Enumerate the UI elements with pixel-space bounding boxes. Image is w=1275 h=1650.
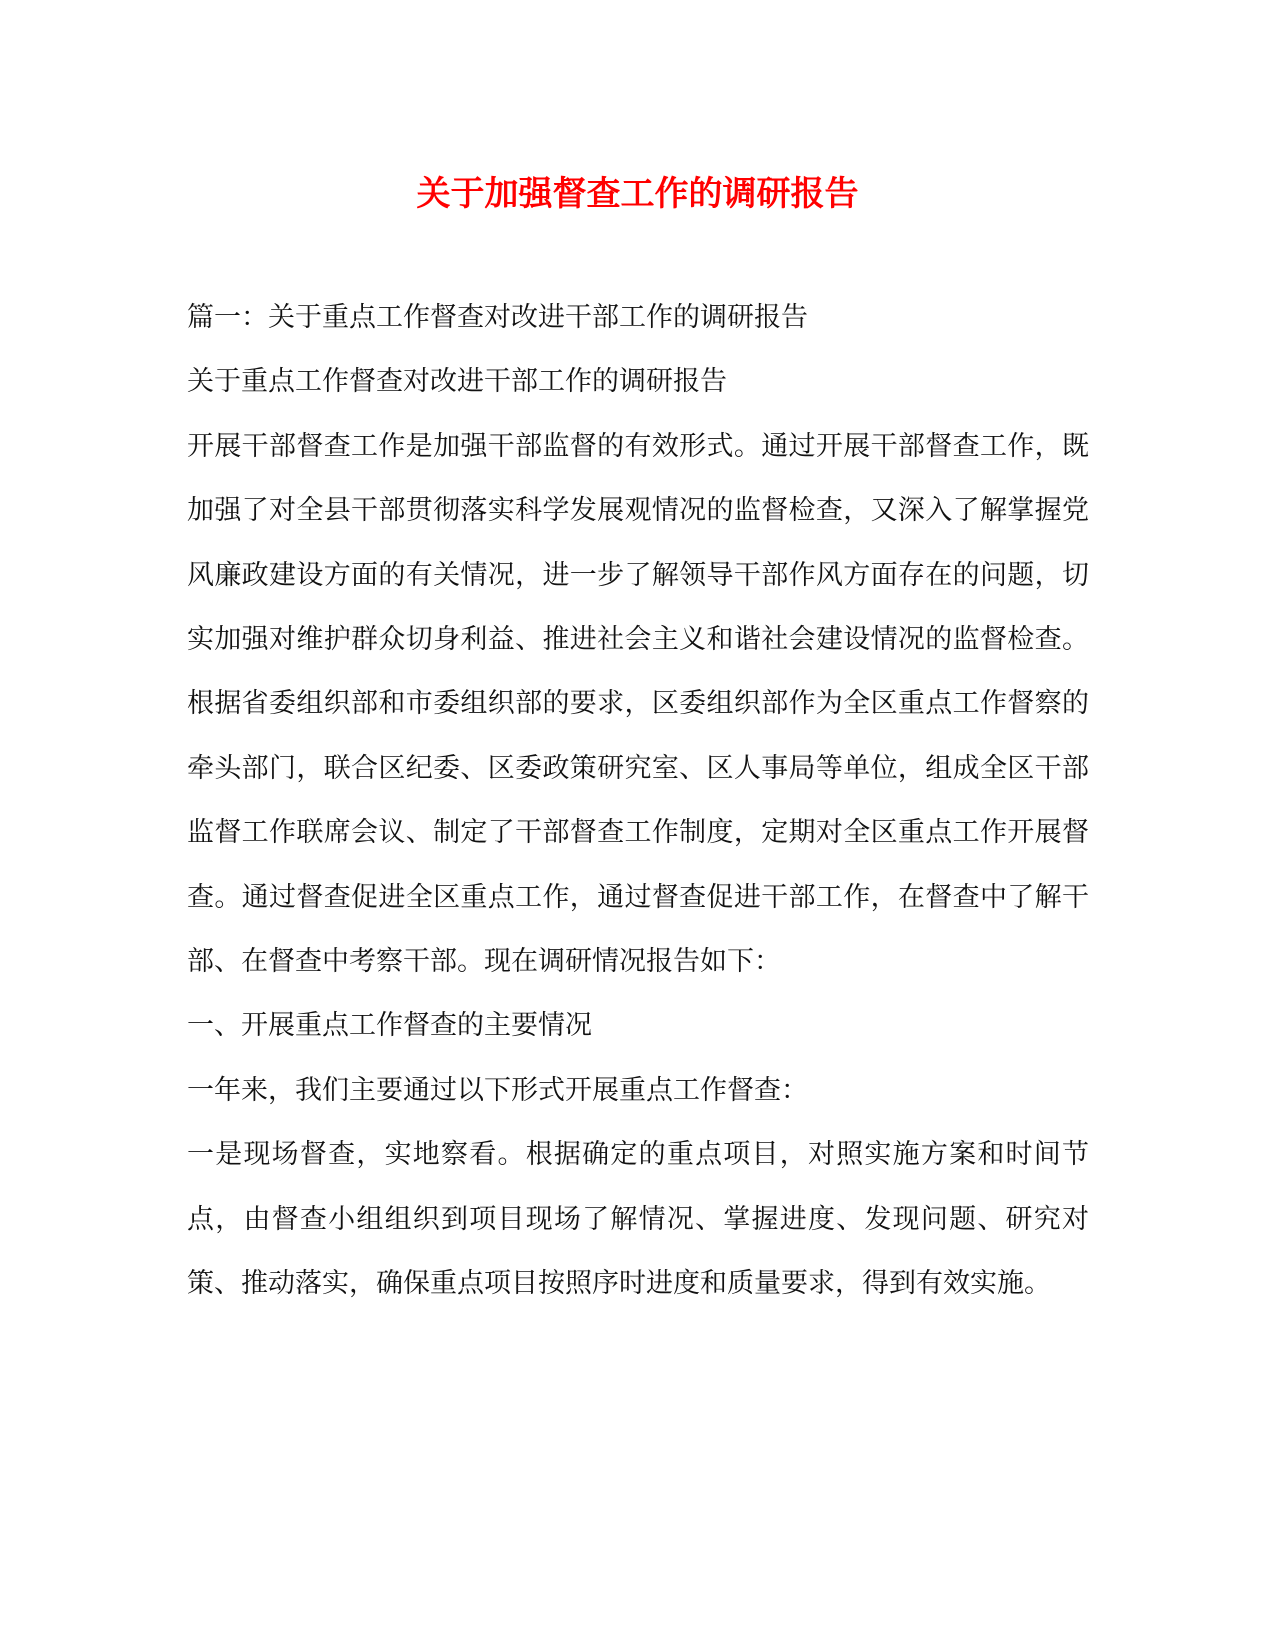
document-body: [187, 286, 1089, 1317]
paragraph-report-title: 关于重点工作督查对改进干部工作的调研报告: [187, 366, 727, 398]
paragraph-section-heading: 篇一：关于重点工作督查对改进干部工作的调研报告: [187, 302, 808, 333]
paragraph-intro: 开展干部督查工作是加强干部监督的有效形式。通过开展干部督查工作，既加强了对全县干部贯彻落实科学发展观情况的监督检查，又深入了解掌握党风廉政建设方面的有关情况，进一步了解领导干部作风方面存在的问题，切实加强对维护群众切身利益、推进社会主义和谐社会建设情况的监督检查。根据省委组织部和市委组织部的要求，区委组织部作为全区重点工作督察的牵头部门，联合区纪委、区委政策研究室、区人事局等单位，组成全区干部监督工作联席会议、制定了干部督查工作制度，定期对全区重点工作开展督查。通过督查促进全区重点工作，通过督查促进干部工作，在督查中了解干部、在督查中考察干部。现在调研情况报告如下：: [187, 430, 1089, 978]
document-title: 关于加强督查工作的调研报告: [416, 174, 859, 214]
paragraph-forms-lead: 一年来，我们主要通过以下形式开展重点工作督查：: [187, 1074, 808, 1106]
paragraph-part-one-heading: 一、开展重点工作督查的主要情况: [187, 1010, 592, 1042]
paragraph-onsite-inspection: 一是现场督查，实地察看。根据确定的重点项目，对照实施方案和时间节点，由督查小组组织到项目现场了解情况、掌握进度、发现问题、研究对策、推动落实，确保重点项目按照序时进度和质量要求，得到有效实施。: [187, 1139, 1089, 1300]
